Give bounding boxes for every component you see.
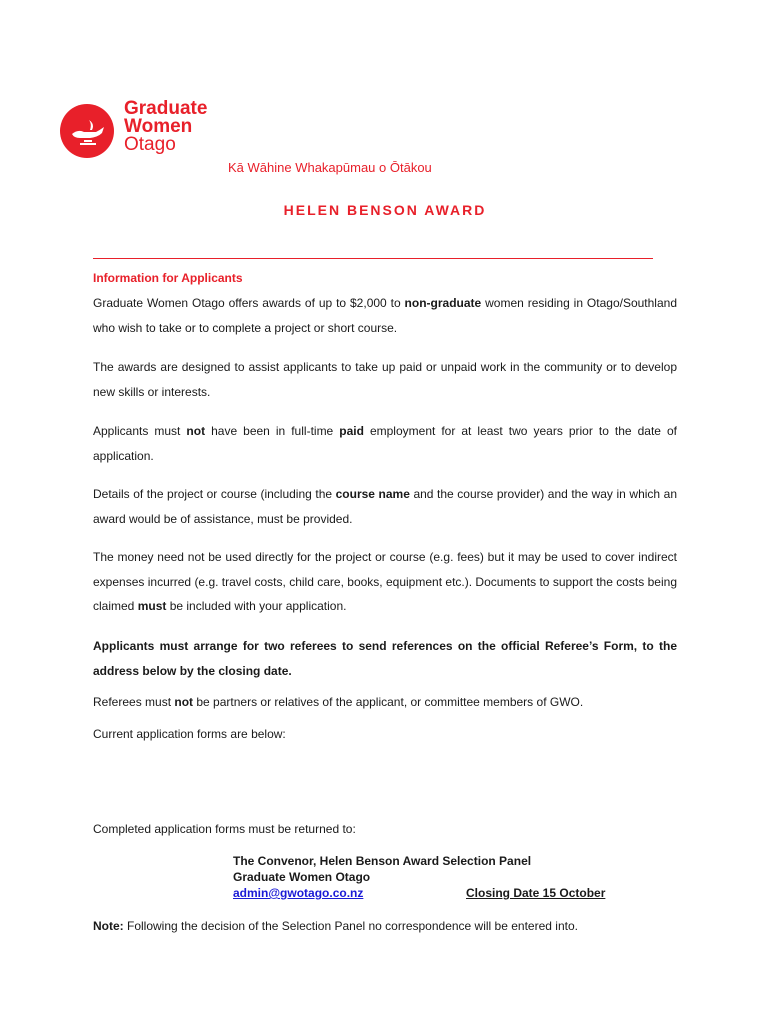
email-link[interactable]: admin@gwotago.co.nz <box>233 886 364 900</box>
paragraph-forms: Current application forms are below: <box>93 727 286 741</box>
logo-text <box>124 100 207 154</box>
note-text: Following the decision of the Selection Panel no correspondence will be entered into. <box>123 919 578 933</box>
logo-line-3: Otago <box>124 134 176 155</box>
closing-date: Closing Date 15 October <box>466 886 606 900</box>
emphasis: course name <box>335 487 410 501</box>
logo-line-1: Graduate <box>124 98 208 119</box>
paragraph-expenses <box>93 545 677 619</box>
text: Referees must <box>93 695 175 709</box>
text: Graduate Women Otago offers awards of up to $2,000 to <box>93 296 405 310</box>
text: have been in full-time <box>205 424 340 438</box>
section-heading: Information for Applicants <box>93 271 243 285</box>
emphasis: non-graduate <box>404 296 482 310</box>
text: be included with your application. <box>166 599 347 613</box>
emphasis: not <box>186 424 206 438</box>
text: The money need not be used directly for the project or course (e.g. fees) but it may be used to cover indirect expenses incurred (e.g. travel costs, child care, books, equipment etc.). Documents to support the costs being claimed <box>93 550 677 613</box>
logo <box>60 100 230 162</box>
note-label: Note: <box>93 919 124 933</box>
paragraph-referees: Applicants must arrange for two referees to send references on the official Referee’s Form, to the address below by the closing date. <box>93 639 677 678</box>
paragraph-details <box>93 482 677 531</box>
award-title: HELEN BENSON AWARD <box>283 202 487 218</box>
divider-line <box>93 258 653 259</box>
emphasis: not <box>174 695 194 709</box>
text: and the course provider) and the way in which an award would be of assistance, must be provided. <box>93 487 677 526</box>
text: Details of the project or course (including the <box>93 487 336 501</box>
text: be partners or relatives of the applicant, or committee members of GWO. <box>193 695 584 709</box>
text: employment for at least two years prior to the date of application. <box>93 424 677 463</box>
text: women residing in Otago/Southland who wish to take or to complete a project or short course. <box>93 296 677 335</box>
emphasis: must <box>137 599 167 613</box>
paragraph-referee-restrictions <box>93 690 677 715</box>
emphasis: paid <box>339 424 364 438</box>
note <box>93 914 677 939</box>
logo-line-2: Women <box>124 116 193 137</box>
paragraph-eligibility <box>93 291 677 340</box>
address-line-2: Graduate Women Otago <box>233 870 371 884</box>
text: Applicants must <box>93 424 187 438</box>
paragraph-return: Completed application forms must be returned to: <box>93 822 356 836</box>
lamp-icon <box>60 104 114 158</box>
paragraph-employment <box>93 419 677 468</box>
address-line-1: The Convenor, Helen Benson Award Selection Panel <box>233 854 532 868</box>
maori-subtitle: Kā Wāhine Whakapūmau o Ōtākou <box>228 160 432 175</box>
paragraph-purpose: The awards are designed to assist applicants to take up paid or unpaid work in the community or to develop new skills or interests. <box>93 360 677 399</box>
